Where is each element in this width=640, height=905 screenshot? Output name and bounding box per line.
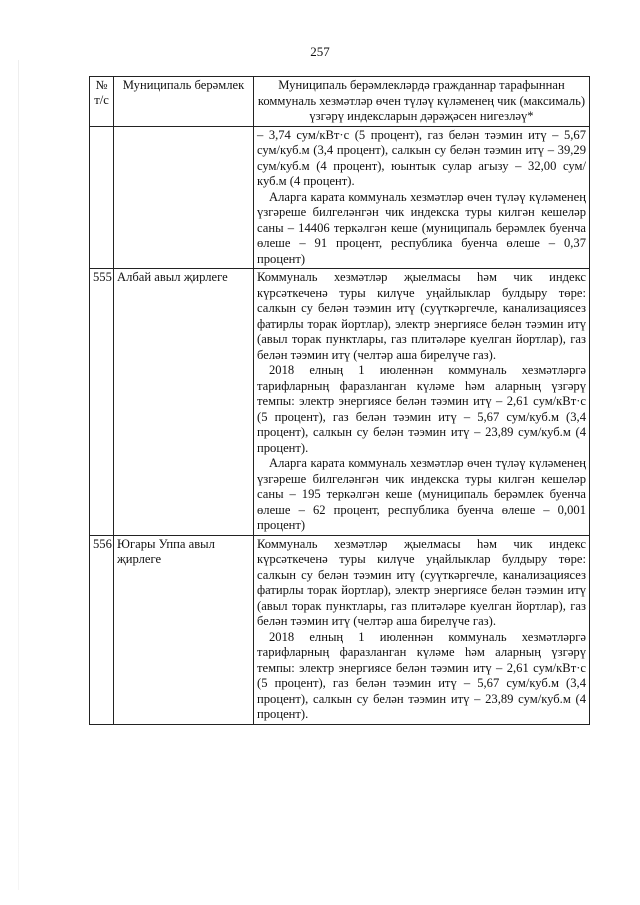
header-number-symbol: №	[95, 78, 108, 92]
scan-margin-line	[18, 60, 19, 890]
row-number: 556	[90, 535, 114, 724]
municipality-name: Югары Уппа авыл җирлеге	[114, 535, 254, 724]
municipality-name: Албай авыл җирлеге	[114, 269, 254, 536]
continuation-number-cell	[90, 126, 114, 269]
table-row	[90, 535, 590, 724]
table-row-continuation	[90, 126, 590, 269]
description-cell	[254, 535, 590, 724]
header-number-abbrev: т/с	[94, 93, 109, 107]
header-description-cell: Муниципаль берәмлекләрдә гражданнар тарафыннан коммуналь хезмәтләр өчен түләү күләменең чик (максималь) үзгәрү индексларын дәрәҗәсен нигезләү*	[254, 77, 590, 127]
row-number: 555	[90, 269, 114, 536]
municipal-index-table	[89, 76, 590, 725]
description-paragraph: – 3,74 сум/кВт·с (5 процент), газ белән тәэмин итү – 5,67 сум/куб.м (3,4 процент), салкын су белән тәэмин итү – 39,29 сум/куб.м (4 процент), юынтык сулар агызу – 32,00 сум/куб.м (4 процент).	[257, 127, 586, 188]
description-paragraph: Коммуналь хезмәтләр җыелмасы һәм чик индекс күрсәткеченә туры килүче уңайлыклар булдыру төре: салкын су белән тәэмин итү (суүткәргечле, канализациясез фатирлы торак йортлар), электр энергиясе белән тәэмин итү (авыл торак пунктлары, газ плитәләре куелган йортлар), газ белән тәэмин итү (челтәр аша бирелүче газ).	[257, 270, 586, 362]
description-paragraph: 2018 елның 1 июленнән коммуналь хезмәтләргә тарифларның фаразланган күләме һәм аларның үзгәрү темпы: электр энергиясе белән тәэмин итү – 2,61 сум/кВт·с (5 процент), газ белән тәэмин итү – 5,67 сум/куб.м (3,4 процент), салкын су белән тәэмин итү – 23,89 сум/куб.м (4 процент).	[257, 629, 586, 721]
header-number-cell	[90, 77, 114, 127]
continuation-name-cell	[114, 126, 254, 269]
description-cell	[254, 269, 590, 536]
table-header-row	[90, 77, 590, 127]
description-paragraph: Коммуналь хезмәтләр җыелмасы һәм чик индекс күрсәткеченә туры килүче уңайлыклар булдыру төре: салкын су белән тәэмин итү (суүткәргечле, канализациясез фатирлы торак йортлар), электр энергиясе белән тәэмин итү (авыл торак пунктлары, газ плитәләре куелган йортлар), газ белән тәэмин итү (челтәр аша бирелүче газ).	[257, 536, 586, 628]
table-row	[90, 269, 590, 536]
description-paragraph: Аларга карата коммуналь хезмәтләр өчен түләү күләменең үзгәреше билгеләнгән чик индекска туры килгән кешеләр саны – 14406 теркәлгән кеше (муниципаль берәмлек буенча өлеше – 91 процент, республика буенча өлеше – 0,37 процент)	[257, 189, 586, 266]
header-municipality-cell: Муниципаль берәмлек	[114, 77, 254, 127]
continuation-description-cell	[254, 126, 590, 269]
description-paragraph: 2018 елның 1 июленнән коммуналь хезмәтләргә тарифларның фаразланган күләме һәм аларның үзгәрү темпы: электр энергиясе белән тәэмин итү – 2,61 сум/кВт·с (5 процент), газ белән тәэмин итү – 5,67 сум/куб.м (3,4 процент), салкын су белән тәэмин итү – 23,89 сум/куб.м (4 процент).	[257, 363, 586, 455]
description-paragraph: Аларга карата коммуналь хезмәтләр өчен түләү күләменең үзгәреше билгеләнгән чик индекска туры килгән кешеләр саны – 195 теркәлгән кеше (муниципаль берәмлек буенча өлеше – 62 процент, республика буенча өлеше – 0,001 процент)	[257, 456, 586, 532]
page-number: 257	[310, 44, 330, 59]
